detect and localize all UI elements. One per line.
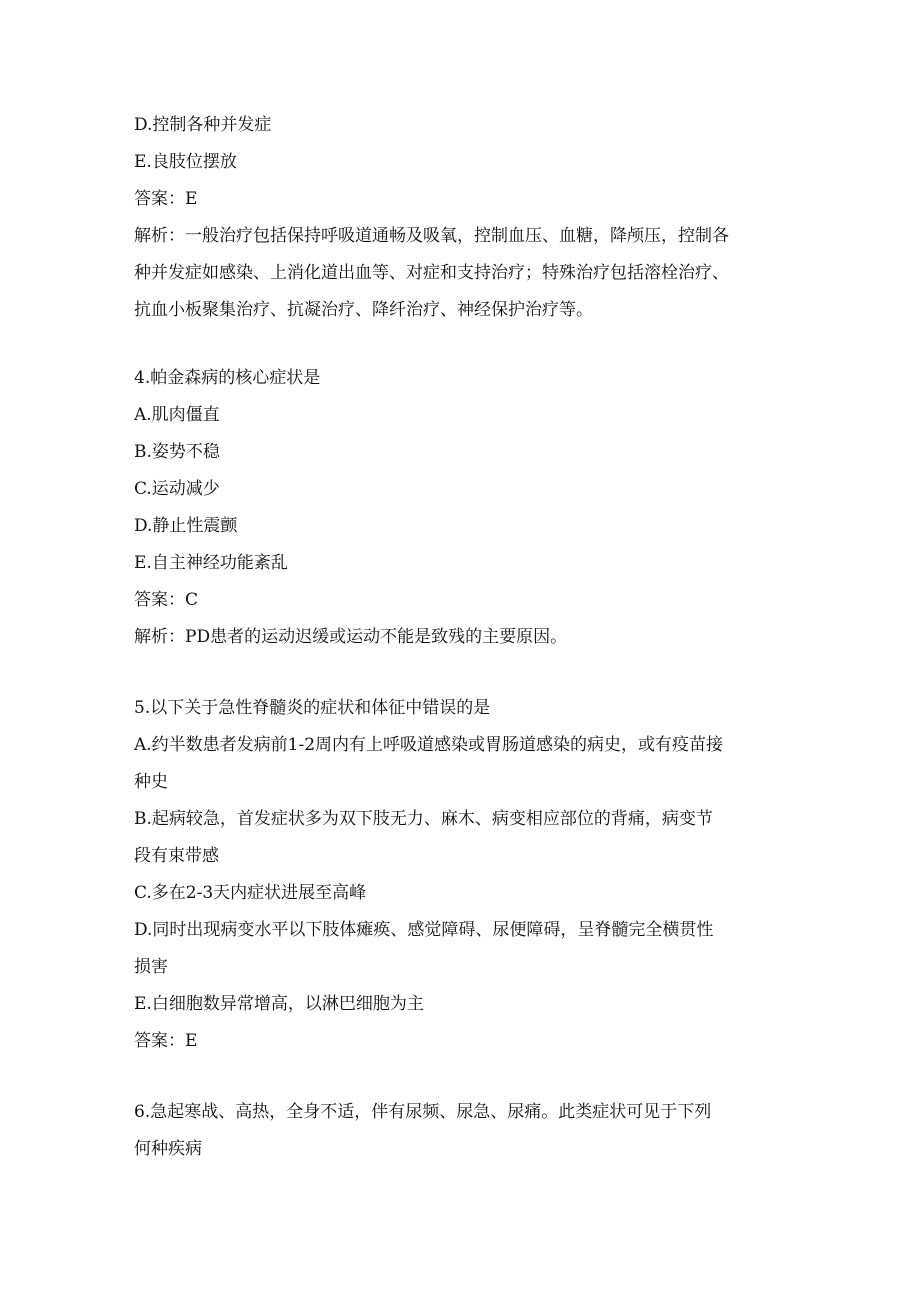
q3-answer: 答案：E [134,189,198,209]
q5-option-c: C.多在2-3天内症状进展至高峰 [134,883,367,903]
q4-stem: 4.帕金森病的核心症状是 [134,368,321,388]
q3-analysis-line-1: 解析：一般治疗包括保持呼吸道通畅及吸氧，控制血压、血糖，降颅压，控制各 [134,226,729,246]
q4-option-c: C.运动减少 [134,479,220,499]
q5-option-e: E.白细胞数异常增高，以淋巴细胞为主 [134,994,424,1014]
q4-option-a: A.肌肉僵直 [134,405,220,425]
q5-option-b-line-1: B.起病较急，首发症状多为双下肢无力、麻木、病变相应部位的背痛，病变节 [134,809,713,829]
q3-analysis-line-3: 抗血小板聚集治疗、抗凝治疗、降纤治疗、神经保护治疗等。 [134,300,593,320]
q5-option-b-line-2: 段有束带感 [134,846,219,866]
q6-stem-line-1: 6.急起寒战、高热，全身不适，伴有尿频、尿急、尿痛。此类症状可见于下列 [134,1102,712,1122]
q3-option-e: E.良肢位摆放 [134,152,237,172]
q5-answer: 答案：E [134,1031,198,1051]
q4-analysis: 解析：PD患者的运动迟缓或运动不能是致残的主要原因。 [134,627,568,647]
q5-option-d-line-2: 损害 [134,957,168,977]
q5-option-a-line-1: A.约半数患者发病前1-2周内有上呼吸道感染或胃肠道感染的病史，或有疫苗接 [134,735,724,755]
q5-option-d-line-1: D.同时出现病变水平以下肢体瘫痪、感觉障碍、尿便障碍，呈脊髓完全横贯性 [134,920,714,940]
q4-option-d: D.静止性震颤 [134,516,238,536]
q6-stem-line-2: 何种疾病 [134,1139,202,1159]
q4-answer: 答案：C [134,590,199,610]
q3-option-d: D.控制各种并发症 [134,115,272,135]
q4-option-b: B.姿势不稳 [134,442,220,462]
q5-option-a-line-2: 种史 [134,772,168,792]
q3-analysis-line-2: 种并发症如感染、上消化道出血等、对症和支持治疗；特殊治疗包括溶栓治疗、 [134,263,729,283]
q5-stem: 5.以下关于急性脊髓炎的症状和体征中错误的是 [134,698,491,718]
q4-option-e: E.自主神经功能紊乱 [134,553,288,573]
